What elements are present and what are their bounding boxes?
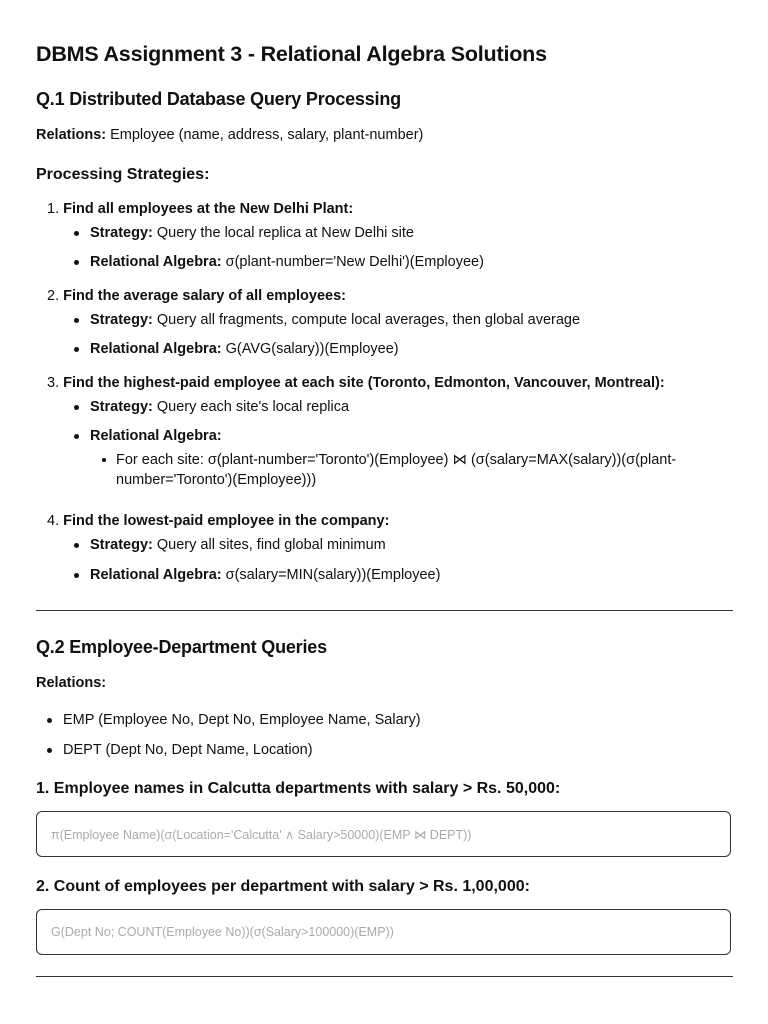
q1-item-4-strategy [90,535,386,555]
ra-text: σ(salary=MIN(salary))(Employee) [221,567,441,583]
q1-item-4-number: 4. [47,513,60,529]
ra-text: σ(plant-number='New Delhi')(Employee) [221,254,484,270]
q1-item-3-ra-detail [116,450,726,490]
q1-item-4-heading: Find the lowest-paid employee in the company: [63,513,390,529]
strategy-text: Query the local replica at New Delhi site [152,225,414,241]
ra-label: Relational Algebra: [90,254,222,270]
strategy-text: Query each site's local replica [152,399,350,415]
q1-strategies-heading: Processing Strategies: [36,166,210,183]
q2-sub2-heading: 2. Count of employees per department with salary > Rs. 1,00,000: [36,878,530,895]
page-title: DBMS Assignment 3 - Relational Algebra Solutions [36,42,547,66]
q2-sub2-code: G(Dept No; COUNT(Employee No))(σ(Salary>100000)(EMP)) [51,925,394,939]
q1-item-1-number: 1. [47,201,60,217]
strategy-text: Query all fragments, compute local averages, then global average [152,312,581,328]
q1-item-3-heading: Find the highest-paid employee at each site (Toronto, Edmonton, Vancouver, Montreal): [63,375,665,391]
ra-label: Relational Algebra: [90,567,222,583]
q1-item-2-title [47,286,346,306]
ra-detail-line-1: For each site: σ(plant-number='Toronto')(Employee) ⋈ (σ(salary=MAX(salary))(σ(plant- [116,452,677,468]
q1-relations-text: Employee (name, address, salary, plant-number) [106,127,424,143]
q1-item-4-ra [90,565,440,585]
section-divider [36,610,733,611]
q1-relations-label: Relations: [36,127,107,143]
q1-item-2-strategy [90,310,580,330]
q1-item-2-heading: Find the average salary of all employees: [63,288,346,304]
ra-label: Relational Algebra: [90,428,222,444]
q1-relations [36,125,423,145]
q2-sub1-code: π(Employee Name)(σ(Location='Calcutta' ∧ Salary>50000)(EMP ⋈ DEPT)) [51,827,472,842]
q2-sub1-heading: 1. Employee names in Calcutta departments with salary > Rs. 50,000: [36,780,561,797]
q1-item-2-number: 2. [47,288,60,304]
ra-detail-line-2: number='Toronto')(Employee))) [116,472,317,488]
ra-text: G(AVG(salary))(Employee) [221,341,399,357]
q1-item-3-ra [90,426,222,446]
q2-relations-label-text: Relations: [36,675,107,691]
strategy-label: Strategy: [90,225,153,241]
strategy-label: Strategy: [90,312,153,328]
q2-sub2-code-block [36,909,731,955]
section-divider-bottom [36,976,733,977]
ra-label: Relational Algebra: [90,341,222,357]
q2-relation-emp: EMP (Employee No, Dept No, Employee Name, Salary) [63,712,421,728]
q1-item-3-number: 3. [47,375,60,391]
q2-relations-label [36,673,106,693]
q1-item-3-strategy [90,397,349,417]
strategy-label: Strategy: [90,537,153,553]
strategy-text: Query all sites, find global minimum [152,537,386,553]
strategy-label: Strategy: [90,399,153,415]
q1-item-1-title [47,199,353,219]
q1-item-4-title [47,511,389,531]
q1-heading: Q.1 Distributed Database Query Processing [36,89,401,109]
q1-item-3-title [47,373,665,393]
q1-item-1-strategy [90,223,414,243]
q1-item-2-ra [90,339,399,359]
q1-item-1-ra [90,252,484,272]
q2-heading: Q.2 Employee-Department Queries [36,637,327,657]
q1-item-1-heading: Find all employees at the New Delhi Plant: [63,201,354,217]
q2-sub1-code-block [36,811,731,857]
q2-relation-dept: DEPT (Dept No, Dept Name, Location) [63,742,313,758]
